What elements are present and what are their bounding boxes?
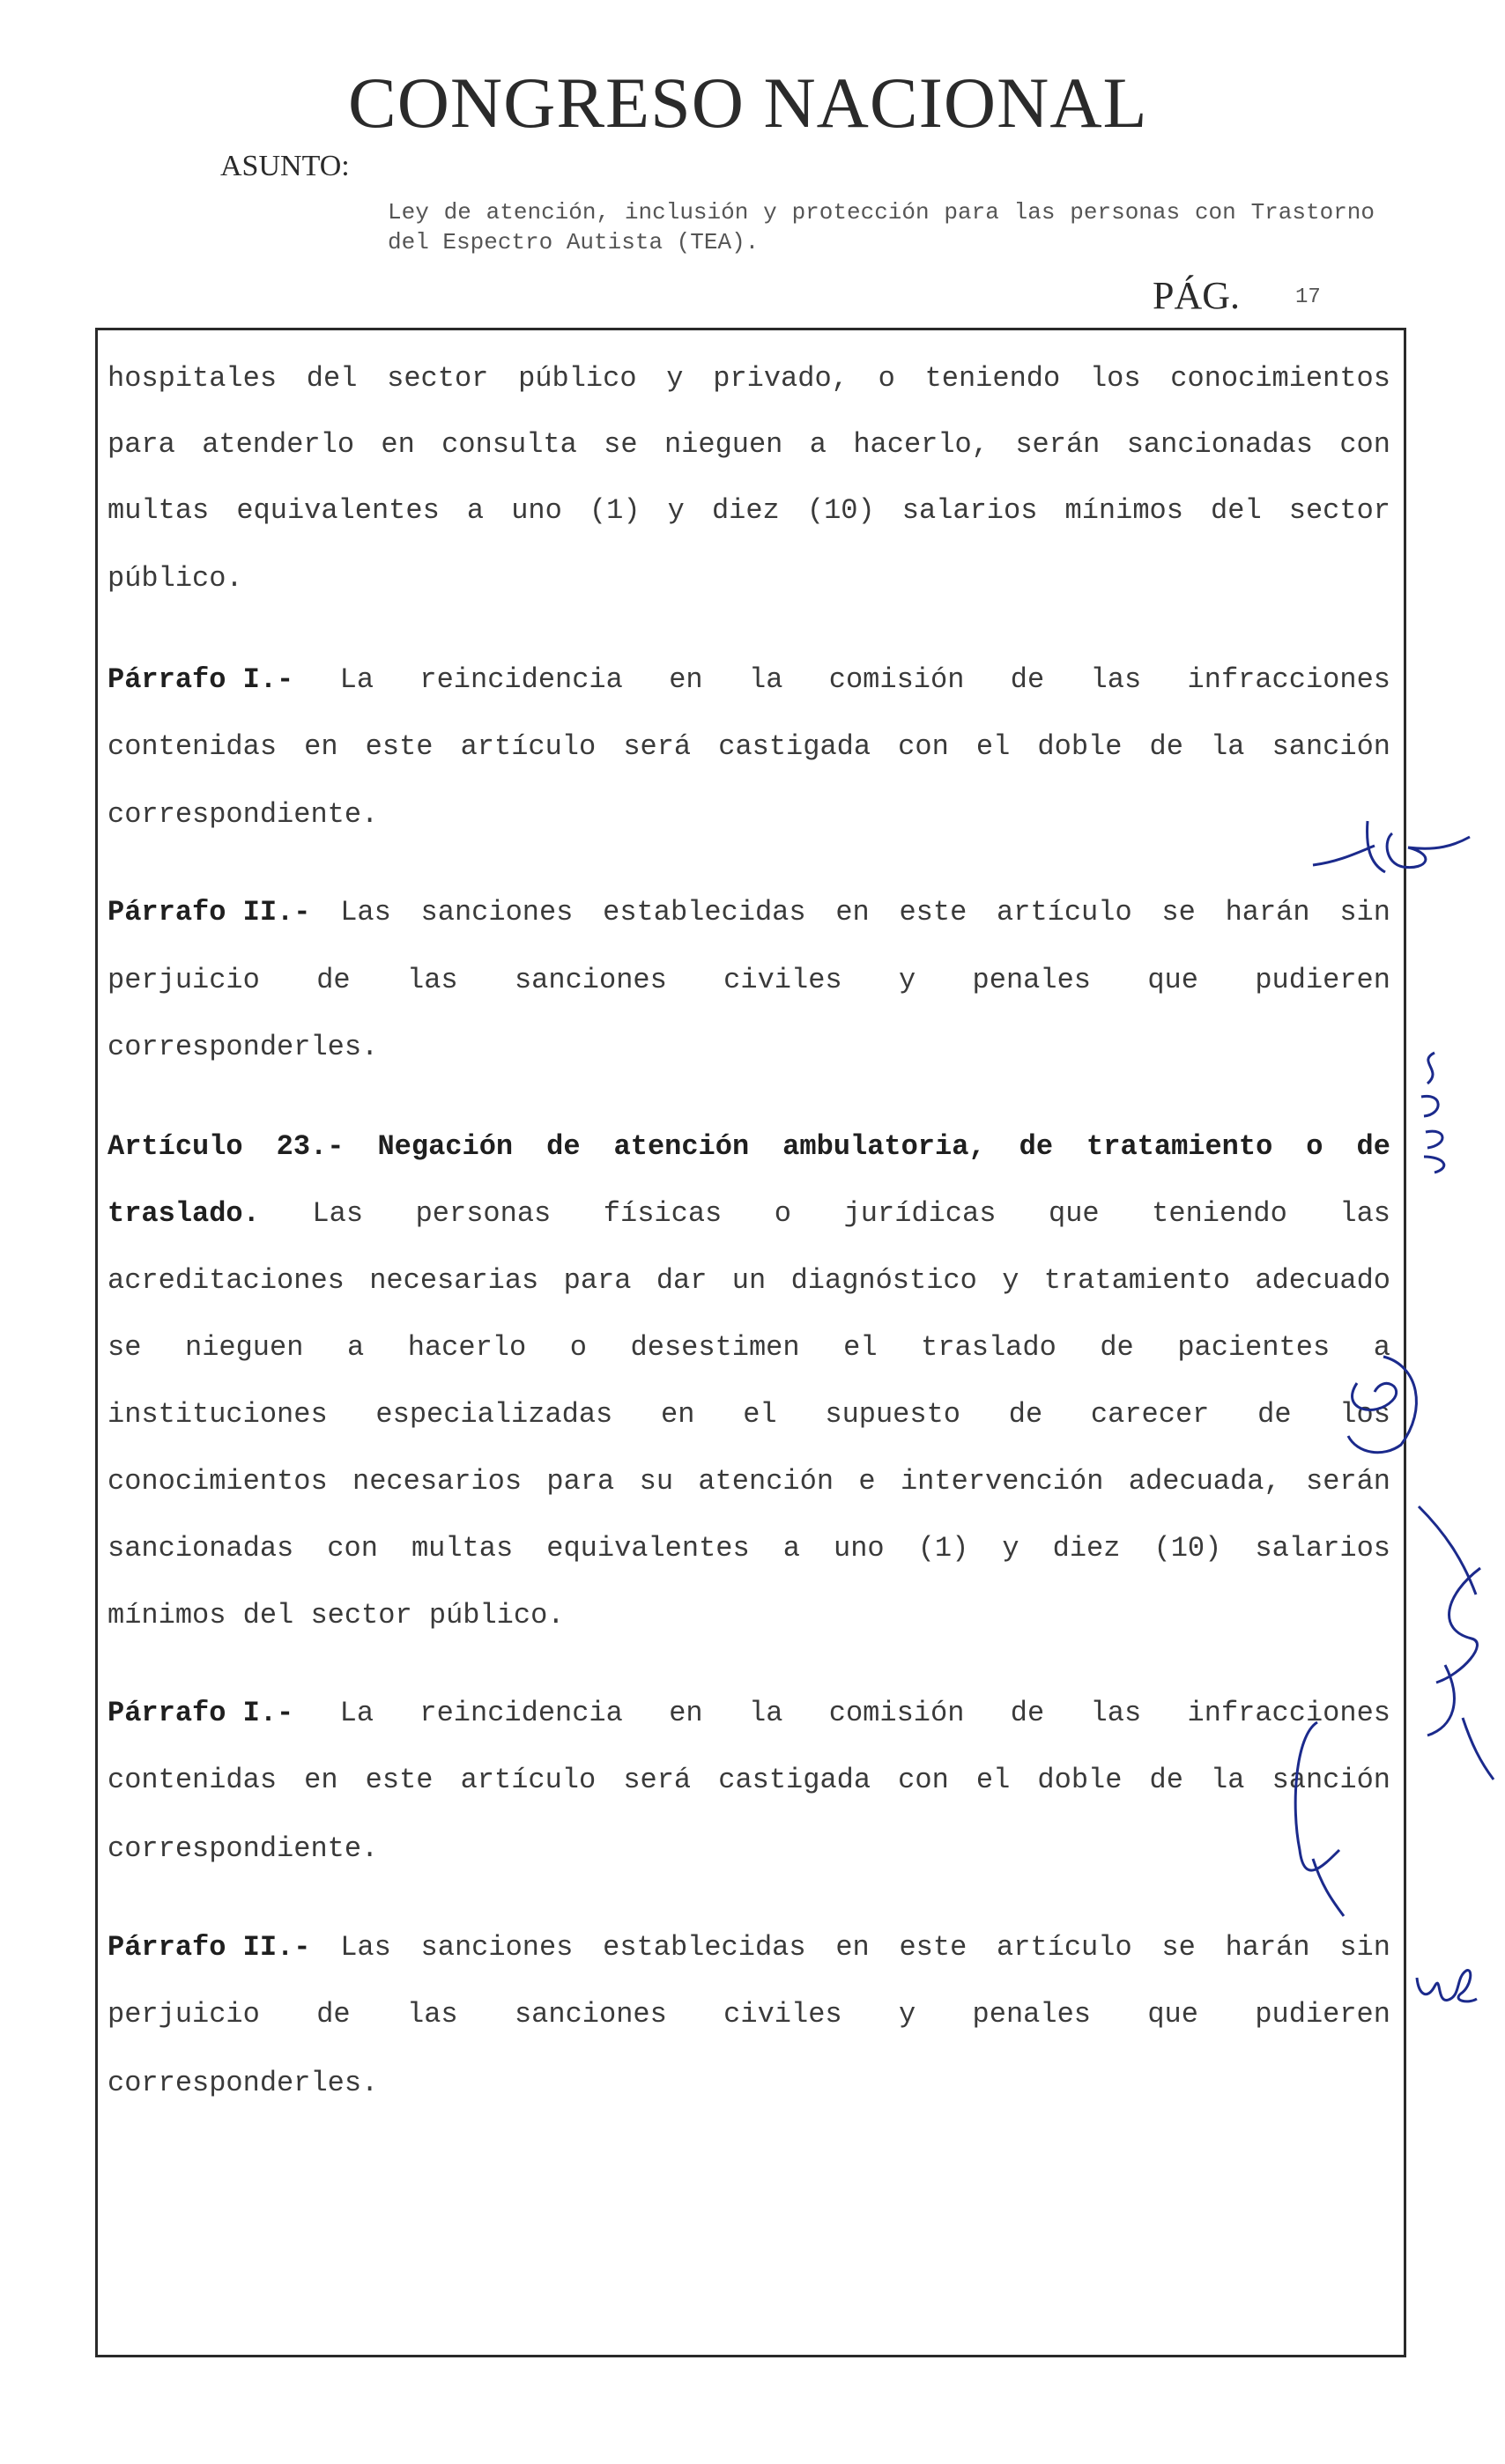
word: el xyxy=(743,1398,777,1431)
text-line: mínimos del sector público. xyxy=(108,1599,565,1632)
word: y xyxy=(898,964,916,996)
word: infracciones xyxy=(1187,1697,1390,1729)
word: traslado xyxy=(921,1331,1056,1364)
text-line xyxy=(108,1930,1390,1965)
word: (1) xyxy=(917,1532,969,1565)
article-heading xyxy=(108,1129,1390,1165)
paragraph-label: Párrafo I.- xyxy=(108,663,294,696)
word: civiles xyxy=(723,1998,842,2031)
word: e xyxy=(858,1465,876,1498)
word: pudieren xyxy=(1255,964,1390,996)
word: en xyxy=(304,730,338,763)
word: necesarias xyxy=(369,1264,539,1297)
word: uno xyxy=(834,1532,885,1565)
word: del xyxy=(306,362,358,395)
word: castigada xyxy=(718,730,871,763)
word: este xyxy=(365,1764,434,1796)
word: de xyxy=(1149,730,1183,763)
word: se xyxy=(1161,1931,1196,1964)
word: las xyxy=(1090,663,1142,696)
word: en xyxy=(381,428,415,461)
word: que xyxy=(1048,1197,1100,1230)
word: reincidencia xyxy=(419,1697,623,1729)
word: comisión xyxy=(828,663,965,696)
word: este xyxy=(899,896,968,929)
word: La xyxy=(339,1697,374,1729)
word: diez xyxy=(1052,1532,1121,1565)
word: reincidencia xyxy=(419,663,623,696)
word: con xyxy=(898,730,949,763)
word: a xyxy=(1373,1331,1390,1364)
word: de xyxy=(1356,1130,1390,1163)
paragraph-label: Párrafo I.- xyxy=(108,1697,294,1729)
word: supuesto xyxy=(825,1398,960,1431)
page-label: PÁG. xyxy=(1153,274,1241,317)
word: será xyxy=(623,730,692,763)
word: o xyxy=(1306,1130,1323,1163)
word: o xyxy=(878,362,895,395)
word: las xyxy=(406,1998,458,2031)
word: infracciones xyxy=(1187,663,1390,696)
word: en xyxy=(835,896,870,929)
word: las xyxy=(1090,1697,1142,1729)
word: de xyxy=(316,1998,351,2031)
word: sector xyxy=(1288,494,1390,527)
text-line: correspondiente. xyxy=(108,798,379,831)
word: adecuado xyxy=(1255,1264,1390,1297)
word: harán xyxy=(1225,1931,1310,1964)
word: uno xyxy=(511,494,562,527)
word: multas xyxy=(411,1532,514,1565)
text-line: correspondiente. xyxy=(108,1832,379,1865)
word: sanción xyxy=(1271,1764,1390,1796)
word: este xyxy=(365,730,434,763)
word: en xyxy=(835,1931,870,1964)
word: sanciones xyxy=(514,964,667,996)
word: diez xyxy=(711,494,780,527)
word: perjuicio xyxy=(108,1998,260,2031)
word: conocimientos xyxy=(108,1465,328,1498)
word: especializadas xyxy=(375,1398,613,1431)
word: y xyxy=(1002,1532,1019,1565)
word: y xyxy=(898,1998,916,2031)
word: para xyxy=(546,1465,615,1498)
word: artículo xyxy=(460,1764,597,1796)
subject-text: Ley de atención, inclusión y protección para las personas con Trastorno del Espectro Autista (TEA). xyxy=(388,199,1375,255)
word: tratamiento xyxy=(1086,1130,1273,1163)
word: jurídicas xyxy=(843,1197,997,1230)
word: de xyxy=(546,1130,581,1163)
word: establecidas xyxy=(603,1931,806,1964)
word: la xyxy=(1211,1764,1245,1796)
word: Artículo xyxy=(108,1130,243,1163)
word: y xyxy=(667,494,685,527)
paragraph-label: Párrafo II.- xyxy=(108,1931,311,1964)
word: artículo xyxy=(460,730,597,763)
paragraph-label: Párrafo II.- xyxy=(108,896,311,929)
word: sanción xyxy=(1271,730,1390,763)
word: intervención xyxy=(900,1465,1104,1498)
text-line xyxy=(108,662,1390,698)
word: desestimen xyxy=(630,1331,800,1364)
text-line: público. xyxy=(108,562,243,595)
word: (10) xyxy=(1153,1532,1222,1565)
margin-initials-icon xyxy=(1408,1044,1479,1176)
word: personas xyxy=(415,1197,552,1230)
word: o xyxy=(774,1197,791,1230)
word: que xyxy=(1147,964,1198,996)
word: en xyxy=(661,1398,695,1431)
word: a xyxy=(782,1532,800,1565)
word: que xyxy=(1147,1998,1198,2031)
word: teniendo xyxy=(924,362,1061,395)
word: equivalentes xyxy=(236,494,440,527)
word: atención xyxy=(613,1130,750,1163)
text-line xyxy=(108,1997,1390,2032)
vertical-signature-icon xyxy=(1410,1498,1498,1788)
word: pacientes xyxy=(1177,1331,1331,1364)
word: de xyxy=(1257,1398,1292,1431)
text-line xyxy=(108,1763,1390,1798)
word: sancionadas xyxy=(1126,428,1313,461)
word: para xyxy=(108,428,175,461)
word: a xyxy=(346,1331,365,1364)
word: de xyxy=(1019,1130,1054,1163)
word: penales xyxy=(972,1998,1091,2031)
word: serán xyxy=(1015,428,1101,461)
word: pudieren xyxy=(1255,1998,1390,2031)
word: conocimientos xyxy=(1170,362,1390,395)
word: de xyxy=(1010,1697,1045,1729)
text-line xyxy=(108,895,1390,930)
word: se xyxy=(108,1331,142,1364)
word: Las xyxy=(340,896,391,929)
word: salarios xyxy=(1255,1532,1390,1565)
word: de xyxy=(1010,663,1045,696)
word: este xyxy=(899,1931,968,1964)
word: a xyxy=(809,428,827,461)
word: con xyxy=(898,1764,949,1796)
word: sanciones xyxy=(514,1998,667,2031)
text-line: corresponderles. xyxy=(108,2067,379,2099)
word: Las xyxy=(312,1197,364,1230)
word: harán xyxy=(1225,896,1310,929)
word: sector xyxy=(387,362,489,395)
word: castigada xyxy=(718,1764,871,1796)
word: equivalentes xyxy=(546,1532,750,1565)
text-line xyxy=(108,493,1390,529)
word: sin xyxy=(1339,896,1390,929)
text-line xyxy=(108,963,1390,998)
word: hospitales xyxy=(108,362,278,395)
text-line xyxy=(108,1263,1390,1299)
word: privado, xyxy=(713,362,849,395)
word: dar xyxy=(656,1264,708,1297)
text-line xyxy=(108,1464,1390,1499)
word: con xyxy=(327,1532,378,1565)
word: sin xyxy=(1339,1931,1390,1964)
word: establecidas xyxy=(603,896,806,929)
word: los xyxy=(1339,1398,1390,1431)
word: un xyxy=(731,1264,767,1297)
word: doble xyxy=(1037,1764,1123,1796)
word: nieguen xyxy=(184,1331,304,1364)
word: la xyxy=(1211,730,1245,763)
word: su xyxy=(639,1465,674,1498)
word: en xyxy=(304,1764,338,1796)
word: sancionadas xyxy=(108,1532,294,1565)
word: sanciones xyxy=(420,1931,574,1964)
word: perjuicio xyxy=(108,964,260,996)
word: teniendo xyxy=(1152,1197,1287,1230)
word: en xyxy=(669,1697,703,1729)
word: necesarios xyxy=(352,1465,523,1498)
word: nieguen xyxy=(664,428,783,461)
word: 23.- xyxy=(276,1130,345,1163)
word: a xyxy=(466,494,485,527)
word: el xyxy=(975,730,1011,763)
word: el xyxy=(975,1764,1011,1796)
word: consulta xyxy=(441,428,577,461)
word: ambulatoria, xyxy=(782,1130,986,1163)
word: los xyxy=(1089,362,1141,395)
word: sanciones xyxy=(420,896,574,929)
word: o xyxy=(569,1331,587,1364)
word: multas xyxy=(108,494,210,527)
word: penales xyxy=(972,964,1091,996)
word: público xyxy=(518,362,637,395)
word: Las xyxy=(340,1931,391,1964)
word: con xyxy=(1339,428,1390,461)
word: comisión xyxy=(828,1697,965,1729)
word: de xyxy=(1008,1398,1043,1431)
word: las xyxy=(1339,1197,1390,1230)
text-line xyxy=(108,1531,1390,1566)
word: se xyxy=(1161,896,1196,929)
word: se xyxy=(604,428,638,461)
word: de xyxy=(1149,1764,1183,1796)
word: será xyxy=(623,1764,692,1796)
word: salarios xyxy=(901,494,1038,527)
word: la xyxy=(748,663,783,696)
word: de xyxy=(316,964,351,996)
word: para xyxy=(563,1264,632,1297)
paragraph-label: traslado. xyxy=(108,1197,260,1230)
page-number: 17 xyxy=(1295,285,1321,309)
word: civiles xyxy=(723,964,842,996)
word: y xyxy=(666,362,684,395)
word: contenidas xyxy=(108,1764,278,1796)
text-line xyxy=(108,361,1390,396)
word: instituciones xyxy=(108,1398,328,1431)
word: atenderlo xyxy=(202,428,355,461)
word: artículo xyxy=(997,1931,1132,1964)
asunto-label: ASUNTO: xyxy=(220,150,350,182)
text-line xyxy=(108,1330,1390,1365)
word: las xyxy=(406,964,458,996)
text-line xyxy=(108,427,1390,462)
word: Negación xyxy=(377,1130,514,1163)
word: carecer xyxy=(1090,1398,1210,1431)
word: contenidas xyxy=(108,730,278,763)
word: del xyxy=(1211,494,1262,527)
word: doble xyxy=(1037,730,1123,763)
word: tratamiento xyxy=(1043,1264,1230,1297)
text-line xyxy=(108,1397,1390,1432)
text-line xyxy=(108,1196,1390,1232)
word: hacerlo, xyxy=(853,428,989,461)
word: de xyxy=(1100,1331,1134,1364)
word: el xyxy=(843,1331,878,1364)
word: físicas xyxy=(603,1197,723,1230)
text-line xyxy=(108,1696,1390,1731)
word: acreditaciones xyxy=(108,1264,345,1297)
word: artículo xyxy=(997,896,1132,929)
text-line xyxy=(108,729,1390,765)
word: diagnóstico xyxy=(790,1264,977,1297)
word: en xyxy=(669,663,703,696)
text-line: corresponderles. xyxy=(108,1031,379,1063)
word: La xyxy=(339,663,374,696)
word: adecuada, xyxy=(1128,1465,1281,1498)
word: y xyxy=(1002,1264,1019,1297)
word: la xyxy=(748,1697,783,1729)
word: atención xyxy=(698,1465,834,1498)
word: (10) xyxy=(806,494,875,527)
word: mínimos xyxy=(1064,494,1183,527)
word: (1) xyxy=(589,494,641,527)
congress-title: CONGRESO NACIONAL xyxy=(348,63,1148,143)
margin-mark-icon xyxy=(1410,1960,1480,2013)
word: serán xyxy=(1305,1465,1390,1498)
word: hacerlo xyxy=(407,1331,527,1364)
